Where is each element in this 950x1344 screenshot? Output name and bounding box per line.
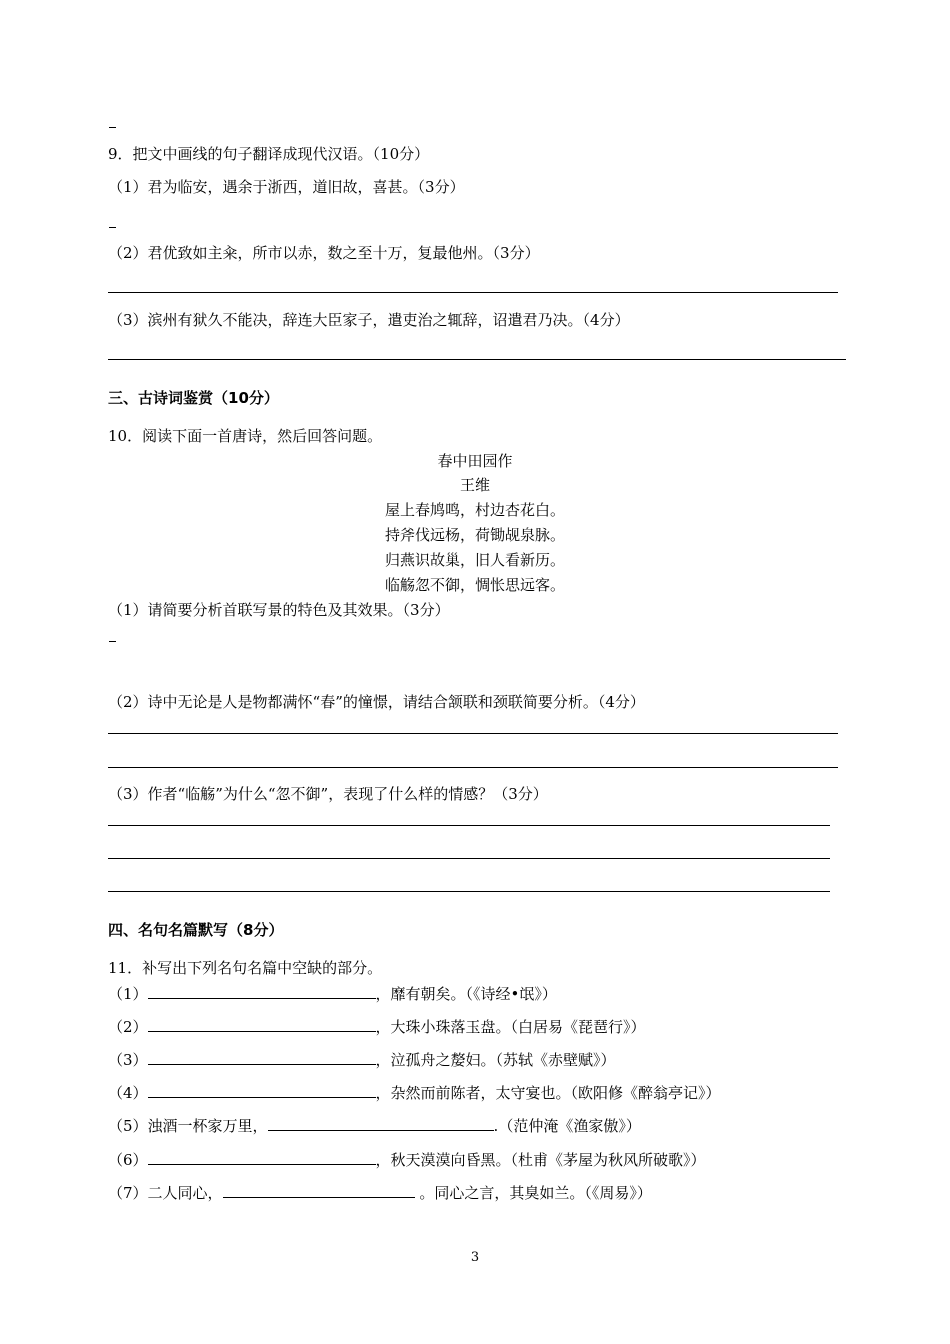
fill-item-4 [108,1082,721,1103]
fill-item-prefix: （7）二人同心， [108,1184,223,1202]
answer-line[interactable] [108,825,830,826]
fill-item-suffix: ，泣孤舟之嫠妇。（苏轼《赤壁赋》） [375,1051,616,1069]
answer-line[interactable] [108,858,830,859]
question-9-sub-1: （1）君为临安，遇余于浙西，道旧故，喜甚。（3分） [108,178,465,196]
poem-title: 春中田园作 [437,452,513,470]
fill-item-prefix: （4） [108,1084,148,1102]
answer-line[interactable] [108,767,838,768]
fill-blank[interactable] [148,1016,376,1032]
question-9-sub-3: （3）滨州有狱久不能决，辞连大臣家子，遣吏治之辄辞，诏遣君乃决。（4分） [108,311,630,329]
fill-blank[interactable] [148,1149,376,1165]
question-10-sub-2: （2）诗中无论是人是物都满怀“春”的憧憬，请结合颔联和颈联简要分析。（4分） [108,693,645,711]
question-10-sub-3: （3）作者“临觞”为什么“忽不御”，表现了什么样的情感？（3分） [108,785,548,803]
fill-item-6 [108,1149,706,1170]
fill-item-suffix: ，杂然而前陈者，太守宴也。（欧阳修《醉翁亭记》） [375,1084,721,1102]
fill-item-suffix: 。同心之言，其臭如兰。（《周易》） [414,1184,652,1202]
fill-item-prefix: （1） [108,985,148,1003]
margin-dash [109,127,116,128]
poem-line: 持斧伐远杨，荷锄觇泉脉。 [384,526,565,544]
fill-item-prefix: （2） [108,1018,148,1036]
answer-line[interactable] [108,292,838,293]
fill-item-suffix: ，秋天漠漠向昏黑。（杜甫《茅屋为秋风所破歌》） [375,1151,706,1169]
question-11-title: 11．补写出下列名句名篇中空缺的部分。 [108,959,383,977]
fill-item-suffix: ，靡有朝矣。（《诗经•氓》） [375,985,557,1003]
question-9-title: 9．把文中画线的句子翻译成现代汉语。（10分） [108,145,430,163]
poem-author: 王维 [459,476,490,494]
fill-item-3 [108,1049,616,1070]
fill-item-prefix: （3） [108,1051,148,1069]
fill-item-1 [108,983,557,1004]
poem-line: 归燕识故巢，旧人看新历。 [384,551,565,569]
section-4-heading: 四、名句名篇默写（8分） [108,921,284,939]
fill-blank[interactable] [148,983,376,999]
question-10-title: 10．阅读下面一首唐诗，然后回答问题。 [108,427,383,445]
fill-item-2 [108,1016,646,1037]
fill-item-prefix: （6） [108,1151,148,1169]
fill-blank[interactable] [148,1049,376,1065]
answer-line[interactable] [108,359,846,360]
fill-item-7 [108,1182,652,1203]
fill-blank[interactable] [223,1182,415,1198]
question-10-sub-1: （1）请简要分析首联写景的特色及其效果。（3分） [108,601,450,619]
fill-item-suffix: .（范仲淹《渔家傲》） [493,1117,641,1135]
question-9-sub-2: （2）君优致如主籴，所市以赤，数之至十万，复最他州。（3分） [108,244,540,262]
answer-line[interactable] [108,733,838,734]
answer-line[interactable] [108,891,830,892]
fill-blank[interactable] [268,1115,494,1131]
fill-blank[interactable] [148,1082,376,1098]
fill-item-5 [108,1115,641,1136]
fill-item-prefix: （5）浊酒一杯家万里， [108,1117,268,1135]
page-number: 3 [470,1250,480,1265]
section-3-heading: 三、古诗词鉴赏（10分） [108,389,279,407]
margin-dash [109,227,116,228]
fill-item-suffix: ，大珠小珠落玉盘。（白居易《琵琶行》） [375,1018,646,1036]
margin-dash [109,641,116,642]
poem-line: 临觞忽不御，惆怅思远客。 [384,576,565,594]
poem-line: 屋上春鸠鸣，村边杏花白。 [384,501,565,519]
